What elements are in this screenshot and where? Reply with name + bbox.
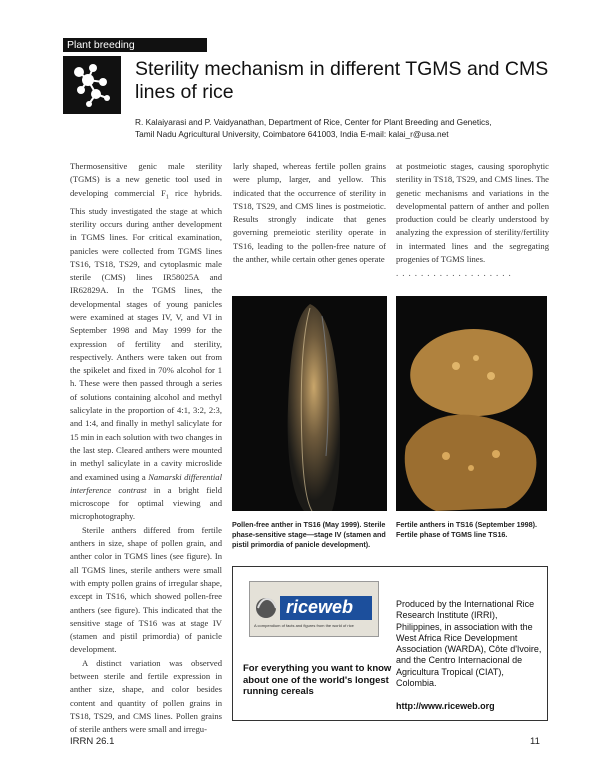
paragraph-3: A distinct variation was observed between sterile and fertile expression in anther size, shape, and color besides content and quantity of pollen grains in TS18, TS29, and CMS lines. Pollen grains of sterile anthers were small and irregu- <box>70 657 222 735</box>
paragraph-2: Sterile anthers differed from fertile anthers in size, shape of pollen grain, and anther color in TGMS lines (see figure). In all TGMS lines, sterile anthers were small with empty pollen grains of irregular shape, except in TS16, which showed pollen-free anthers (see figure). This indicated that the sensitive stage of TS16 was at stage IV (stamen and pistil primordia) of panicle development. <box>70 524 222 655</box>
micrograph-sterile-anther <box>232 296 387 511</box>
paragraph-1-text-a: Thermosensitive genic male sterility (TGMS) is a new genetic tool used in developing commercial F <box>70 161 222 198</box>
riceweb-logo[interactable] <box>249 581 379 637</box>
riceweb-logo-text: riceweb <box>286 597 354 617</box>
riceweb-link[interactable]: http://www.riceweb.org <box>396 701 495 711</box>
paragraph-1 <box>70 160 222 524</box>
paragraph-1-text-b: rice hybrids. This study investigated the stage at which sterility occurs during anther development in TGMS lines. For critical examination, panicles were collected from TGMS lines TS16, TS18, TS29, and cytoplasmic male sterile (CMS) lines IR58025A and IR62829A. In the TGMS lines, the developmental stages of young panicles were examined at stages IV, V, and VI in September 1998 and May 1999 for the expression of fertility and sterility, respectively. Anthers were taken out from the spikelet and fixed in 70% alcohol for 1 h. These were then passed through a series of solutions containing alcohol and methyl salicylate in the proportion of 4:1, 3:2, 2:3, and 1:4, and finally in methyl salicylate for 15 min in each solution with two changes in the last step. Cleared anthers were mounted in methyl salicylate in a cavity microslide and examined using a <box>70 187 222 482</box>
text-column-2 <box>233 160 386 266</box>
author-affiliation <box>135 116 575 140</box>
riceweb-advertisement <box>232 566 548 721</box>
end-divider: ................... <box>396 268 515 279</box>
author-line-1: R. Kalaiyarasi and P. Vaidyanathan, Department of Rice, Center for Plant Breeding and Genetics, <box>135 117 492 127</box>
ad-tagline: For everything you want to know about one of the world's longest running cereals <box>243 663 392 697</box>
page-number: 11 <box>530 736 540 747</box>
paragraph-5: at postmeiotic stages, causing sporophytic sterility in TS18, TS29, and CMS lines. The genetic mechanisms and variations in the developmental pattern of anther and pollen production could be clearly understood by analyzing the expression of sterility/fertility in intermated lines and the segregating progenies of TGMS lines. <box>396 161 549 265</box>
journal-issue: IRRN 26.1 <box>70 736 115 747</box>
figure-caption-2: Fertile anthers in TS16 (September 1998). Fertile phase of TGMS line TS16. <box>396 520 538 539</box>
ad-description: Produced by the International Rice Research Institute (IRRI), Philippines, in association with the West Africa Rice Development Association (WARDA), Côte d'Ivoire, and the Centro Internacional de Agricultura Tropical (CIAT), Colombia. <box>396 599 542 689</box>
section-label: Plant breeding <box>63 38 207 52</box>
riceweb-logo-subtitle: A compendium of facts and figures from the world of rice <box>254 623 354 628</box>
text-column-3 <box>396 160 549 281</box>
paragraph-1-text-c: in a bright field microscope for optimal viewing and microphotography. <box>70 484 223 522</box>
section-logo-icon <box>63 56 121 114</box>
figure-caption-1: Pollen-free anther in TS16 (May 1999). Sterile phase-sensitive stage—stage IV (stamen and pistil primordia of panicle development). <box>232 520 386 549</box>
subscript: 1 <box>165 194 169 201</box>
micrograph-fertile-anthers <box>396 296 547 511</box>
author-line-2: Tamil Nadu Agricultural University, Coimbatore 641003, India E-mail: kalai_r@usa.net <box>135 129 449 139</box>
text-column-1 <box>70 160 222 736</box>
paragraph-4: larly shaped, whereas fertile pollen grains were plump, larger, and yellow. This indicated that the occurrence of sterility in TS18, TS29, and CMS lines is postmeiotic. Results strongly indicate that genes governing premeiotic sterility operate in TS16, leading to the pollen-free nature of the anther, while certain other genes operate <box>233 161 386 265</box>
paragraph-1-emphasis: Namarski differential interference contrast <box>70 471 222 495</box>
article-title: Sterility mechanism in different TGMS and CMS lines of rice <box>135 58 549 103</box>
